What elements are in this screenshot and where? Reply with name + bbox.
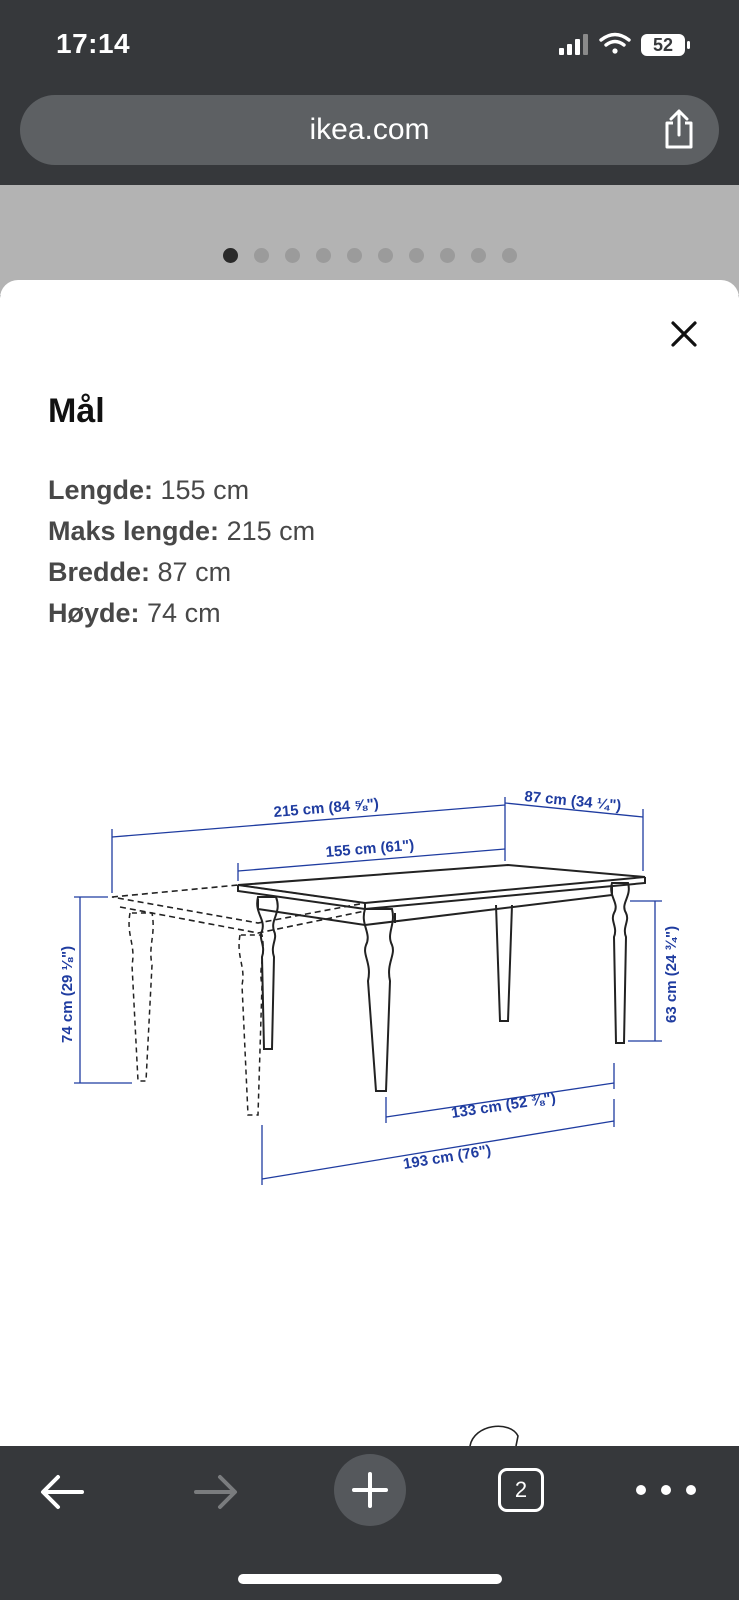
arrow-left-icon xyxy=(38,1472,86,1512)
gallery-dot[interactable] xyxy=(471,248,486,263)
label-leg-height: 63 cm (24 ¾") xyxy=(663,925,680,1023)
home-indicator xyxy=(238,1574,502,1584)
new-tab-button[interactable] xyxy=(334,1454,406,1526)
label-length: 155 cm (61") xyxy=(324,836,415,861)
browser-toolbar xyxy=(0,1446,739,1600)
label-leg-span: 133 cm (52 ⅜") xyxy=(450,1089,557,1122)
gallery-dot[interactable] xyxy=(409,248,424,263)
gallery-dot[interactable] xyxy=(254,248,269,263)
gallery-dot[interactable] xyxy=(347,248,362,263)
dimension-label: Lengde: xyxy=(48,475,153,505)
status-time: 17:14 xyxy=(56,28,131,59)
gallery-pagination[interactable] xyxy=(0,248,739,263)
dimension-value: 87 cm xyxy=(157,557,232,587)
dimension-value: 74 cm xyxy=(147,598,221,628)
table-dimension-diagram xyxy=(0,785,739,1205)
close-icon[interactable] xyxy=(664,314,704,354)
dimension-height xyxy=(48,593,315,634)
dimension-labels xyxy=(59,788,680,1173)
dot-icon xyxy=(686,1485,696,1495)
dimension-max-length xyxy=(48,511,315,552)
share-icon[interactable] xyxy=(659,109,699,151)
dimension-width xyxy=(48,552,315,593)
gallery-dot[interactable] xyxy=(378,248,393,263)
dimension-length xyxy=(48,470,315,511)
address-bar[interactable] xyxy=(20,95,719,165)
dot-icon xyxy=(661,1485,671,1495)
cellular-signal-icon xyxy=(559,34,588,55)
forward-button[interactable] xyxy=(184,1460,248,1524)
dimensions-sheet xyxy=(0,280,739,1446)
arrow-right-icon xyxy=(192,1472,240,1512)
battery-level: 52 xyxy=(652,35,674,55)
dimension-list xyxy=(48,470,315,634)
status-bar xyxy=(0,0,739,146)
gallery-dot[interactable] xyxy=(502,248,517,263)
gallery-dot[interactable] xyxy=(316,248,331,263)
label-height: 74 cm (29 ⅛") xyxy=(59,945,76,1043)
status-icons xyxy=(559,30,709,60)
dimension-label: Høyde: xyxy=(48,598,140,628)
battery-icon xyxy=(641,34,690,56)
label-width: 87 cm (34 ¼") xyxy=(523,788,622,815)
dimension-label: Maks lengde: xyxy=(48,516,220,546)
dimension-value: 215 cm xyxy=(226,516,316,546)
more-options-button[interactable] xyxy=(636,1468,696,1512)
gallery-dot[interactable] xyxy=(285,248,300,263)
label-leg-span-extended: 193 cm (76") xyxy=(401,1141,493,1173)
table-drawing xyxy=(112,865,645,1115)
dot-icon xyxy=(636,1485,646,1495)
url-text: ikea.com xyxy=(309,113,430,146)
gallery-dot[interactable] xyxy=(440,248,455,263)
dimension-value: 155 cm xyxy=(160,475,250,505)
image-gallery[interactable] xyxy=(0,185,739,295)
wifi-icon xyxy=(601,35,629,54)
dimension-label: Bredde: xyxy=(48,557,151,587)
gallery-dot[interactable] xyxy=(223,248,238,263)
tabs-button[interactable]: 2 xyxy=(498,1468,544,1512)
back-button[interactable] xyxy=(30,1460,94,1524)
label-max-length: 215 cm (84 ⅝") xyxy=(272,795,380,821)
plus-icon xyxy=(350,1470,390,1510)
sheet-title: Mål xyxy=(48,392,105,430)
partial-image-edge xyxy=(466,1416,526,1446)
